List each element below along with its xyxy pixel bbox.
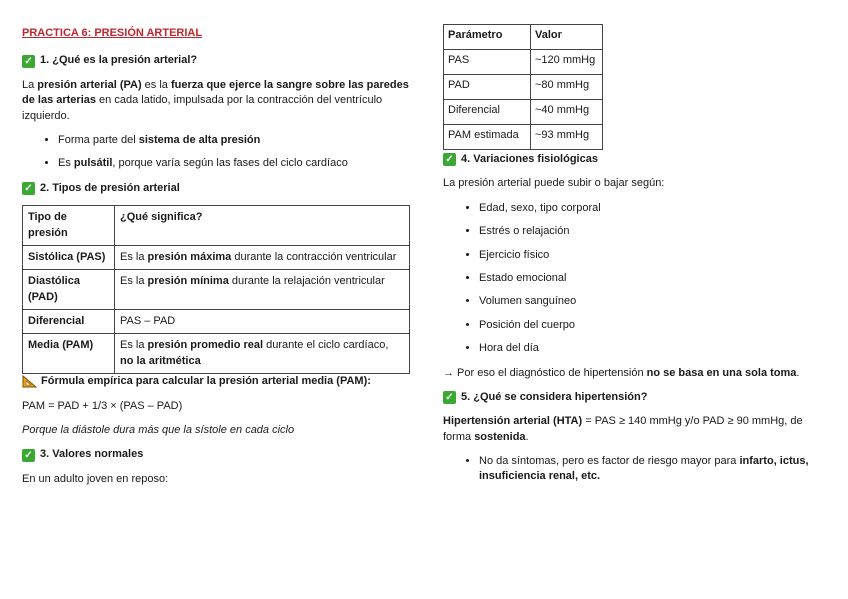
table-row <box>23 334 410 374</box>
list-item: • Edad, sexo, tipo corporal <box>479 201 833 216</box>
normal-values-table <box>443 24 603 150</box>
text-span: es la <box>141 78 171 91</box>
section4-heading-text: 4. Variaciones fisiológicas <box>461 153 598 165</box>
check-mark-icon: ✓ <box>443 153 456 166</box>
table-header-row <box>23 206 410 246</box>
section4-conclusion <box>443 366 833 381</box>
text-span: Es <box>58 157 74 170</box>
table-cell-type <box>23 270 115 310</box>
formula-heading-text: Fórmula empírica para calcular la presión arterial media (PAM): <box>41 375 371 388</box>
triangular-ruler-icon <box>22 375 37 388</box>
document-title: PRACTICA 6: PRESIÓN ARTERIAL <box>22 27 203 39</box>
table-cell-param: Diferencial <box>444 100 531 125</box>
bold-span: sistema de alta presión <box>138 133 261 146</box>
bold-span: presión máxima <box>147 250 232 263</box>
section1-heading <box>22 53 410 68</box>
text-span: Es la <box>120 250 148 263</box>
table-cell-type <box>23 334 115 374</box>
table-cell-type <box>23 245 115 269</box>
section1-bullets <box>22 133 410 172</box>
table-cell-type <box>23 310 115 334</box>
table-row <box>444 125 603 150</box>
formula-heading <box>22 374 410 389</box>
table-header-row <box>444 25 603 50</box>
text-span: durante la contracción ventricular <box>231 250 397 263</box>
bold-span: infarto, ictus, insuficiencia renal, etc. <box>479 455 809 483</box>
table-row <box>444 100 603 125</box>
table-cell-meaning <box>115 245 410 269</box>
section5-heading <box>443 390 833 405</box>
bold-span: Diastólica (PAD) <box>28 275 80 303</box>
table-cell-param: PAD <box>444 75 531 100</box>
section5-bullets <box>443 454 833 485</box>
section5-heading-text: 5. ¿Qué se considera hipertensión? <box>461 390 648 403</box>
section5-definition <box>443 414 833 445</box>
table-header: ¿Qué significa? <box>115 206 410 246</box>
text-span: durante el ciclo cardíaco, <box>263 339 389 352</box>
section3-heading <box>22 447 410 462</box>
bold-span: no la aritmética <box>120 354 201 367</box>
bold-span: Hipertensión arterial (HTA) <box>443 415 583 428</box>
table-row <box>23 270 410 310</box>
bold-span: presión arterial (PA) <box>37 78 142 91</box>
text-span: → Por eso el diagnóstico de hipertensión <box>443 366 647 379</box>
bold-span: fuerza que ejerce la sangre sobre las paredes de las arterias <box>22 78 409 107</box>
check-mark-icon: ✓ <box>22 449 35 462</box>
bold-span: pulsátil <box>73 157 113 170</box>
section4-heading <box>443 152 833 167</box>
table-cell-value: ~120 mmHg <box>531 50 603 75</box>
text-span: en cada latido, impulsada por la contracción del ventrículo izquierdo. <box>22 94 383 122</box>
text-span: No da síntomas, pero es factor de riesgo mayor para <box>479 455 740 468</box>
bold-span: Media (PAM) <box>28 339 94 352</box>
section1-intro <box>22 78 410 124</box>
check-mark-icon: ✓ <box>22 55 35 68</box>
text-span: . <box>796 366 800 379</box>
list-item: • Ejercicio físico <box>479 248 833 263</box>
table-cell-meaning <box>115 310 410 334</box>
table-row <box>23 310 410 334</box>
table-header: Tipo de presión <box>23 206 115 246</box>
table-cell-meaning <box>115 334 410 374</box>
text-span: = PAS ≥ 140 mmHg y/o PAD ≥ 90 mmHg, de forma <box>443 415 803 443</box>
table-cell-meaning <box>115 270 410 310</box>
section4-intro: La presión arterial puede subir o bajar según: <box>443 177 665 190</box>
section3-heading-text: 3. Valores normales <box>40 448 144 461</box>
section2-heading <box>22 181 410 196</box>
table-cell-value: ~40 mmHg <box>531 100 603 125</box>
section1-heading-text: 1. ¿Qué es la presión arterial? <box>40 54 198 67</box>
list-item <box>58 133 410 148</box>
table-header: Parámetro <box>444 25 531 50</box>
table-cell-value: ~93 mmHg <box>531 125 603 150</box>
text-span: La <box>22 78 38 91</box>
formula-equation: PAM = PAD + 1/3 × (PAS – PAD) <box>22 399 183 412</box>
list-item: • Estrés o relajación <box>479 224 833 239</box>
text-span: . <box>525 430 529 443</box>
list-item <box>479 454 833 485</box>
text-span: PAS – PAD <box>120 315 176 328</box>
bold-span: no se basa en una sola toma <box>646 366 797 379</box>
bold-span: Sistólica (PAS) <box>28 250 106 263</box>
text-span: , porque varía según las fases del ciclo cardíaco <box>112 157 348 170</box>
list-item: • Hora del día <box>479 341 833 356</box>
table-row <box>444 50 603 75</box>
text-span: Es la <box>120 275 148 288</box>
right-column <box>443 24 833 494</box>
bold-span: presión promedio real <box>147 339 264 352</box>
table-row <box>23 245 410 269</box>
check-mark-icon: ✓ <box>22 182 35 195</box>
text-span: Es la <box>120 339 148 352</box>
table-header: Valor <box>531 25 603 50</box>
table-cell-value: ~80 mmHg <box>531 75 603 100</box>
section3-intro: En un adulto joven en reposo: <box>22 472 169 485</box>
list-item: • Volumen sanguíneo <box>479 294 833 309</box>
formula-note: Porque la diástole dura más que la sístole en cada ciclo <box>22 424 295 437</box>
list-item <box>58 156 410 171</box>
bold-span: Diferencial <box>28 315 85 328</box>
bold-span: sostenida <box>474 430 526 443</box>
section4-list <box>443 201 833 357</box>
pressure-types-table <box>22 205 410 374</box>
section2-heading-text: 2. Tipos de presión arterial <box>40 181 180 194</box>
bold-span: presión mínima <box>147 275 229 288</box>
text-span: Forma parte del <box>58 133 139 146</box>
list-item: • Estado emocional <box>479 271 833 286</box>
table-cell-param: PAS <box>444 50 531 75</box>
table-cell-param: PAM estimada <box>444 125 531 150</box>
check-mark-icon: ✓ <box>443 391 456 404</box>
list-item: • Posición del cuerpo <box>479 318 833 333</box>
table-row <box>444 75 603 100</box>
left-column <box>22 26 410 496</box>
text-span: durante la relajación ventricular <box>228 275 385 288</box>
